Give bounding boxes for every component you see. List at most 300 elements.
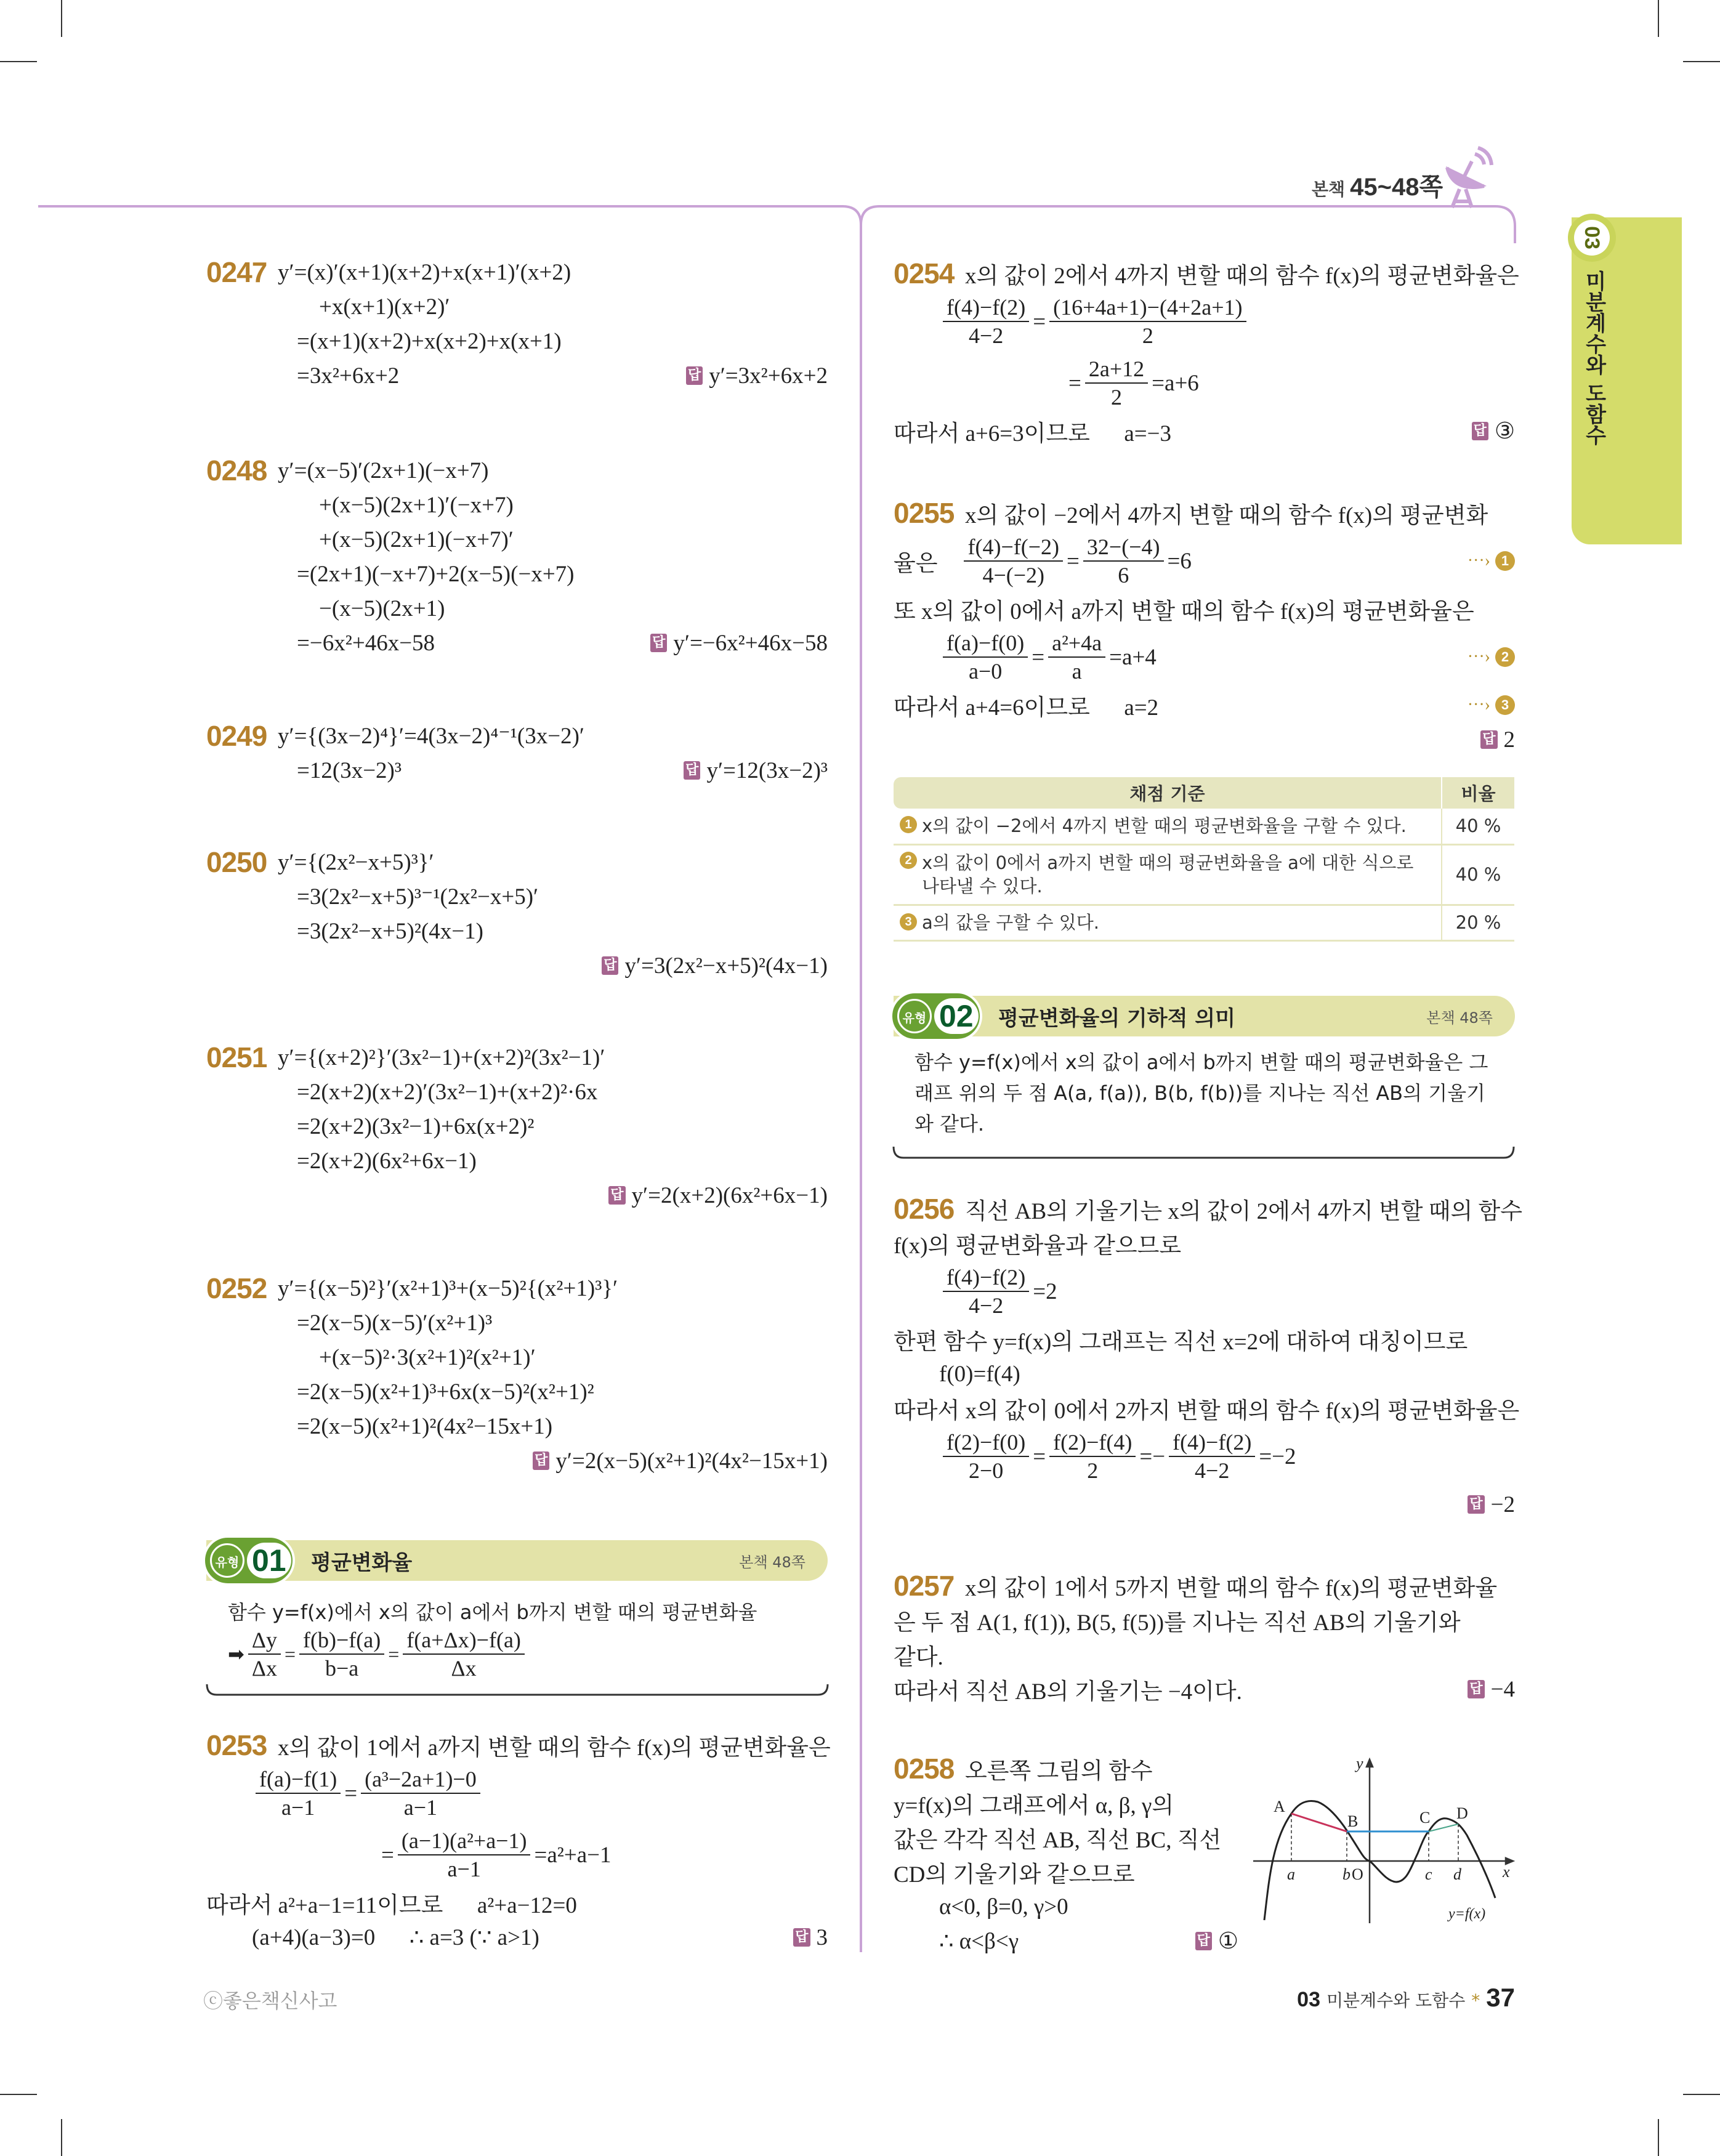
denominator: a [1072,659,1082,684]
solution-line [206,1443,828,1478]
math-text: +(x−5)(2x+1)′(−x+7) [319,492,514,518]
footer-chapter: 03 [1297,1988,1320,2011]
solution-line [894,1924,1238,1958]
step-number-icon: 3 [900,913,917,931]
fraction [361,1766,480,1821]
math-text: =−2 [1259,1443,1296,1469]
numerator: f(a)−f(0) [943,629,1028,658]
denominator: 2 [1087,1458,1099,1483]
answer [686,363,828,389]
label-b: b [1342,1865,1351,1883]
solution-line [894,1226,1515,1261]
solution-line [894,1569,1515,1603]
solution-line [894,496,1515,530]
fraction [1049,1429,1136,1484]
answer-value: ① [1217,1929,1238,1954]
problem-number: 0252 [206,1272,267,1304]
step-number-icon: 1 [1495,551,1515,571]
solution-line [206,753,828,788]
solution-line [894,291,1515,352]
math-text: =a+6 [1152,370,1199,396]
solution-line [894,722,1515,757]
fraction [256,1766,341,1821]
criteria-cell [894,905,1442,940]
fraction [403,1626,525,1682]
chapter-title: 미분계수와 도함수 [1581,270,1606,445]
answer-label-icon: 답 [1195,1932,1212,1950]
solution-line [894,1391,1520,1426]
problem-0250 [206,845,828,983]
type-number: 01 [247,1543,291,1578]
denominator: 2 [1142,323,1153,348]
solution-line [206,626,828,660]
solution-line [206,1409,828,1443]
step-number-icon: 2 [1495,647,1515,667]
answer [1468,1492,1515,1518]
denominator: 2 [1111,385,1123,410]
solution-line [894,1820,1238,1855]
fraction [943,294,1029,349]
answer-label-icon: 답 [686,366,703,385]
problem-0253 [206,1728,831,1955]
math-text: y′=(x)′(x+1)(x+2)+x(x+1)′(x+2) [278,259,571,285]
solution-line [206,324,828,358]
denominator: Δx [251,1656,277,1681]
solution-line [894,1487,1515,1522]
type01-description: 함수 y=f(x)에서 x의 값이 a에서 b까지 변할 때의 평균변화율 [228,1601,757,1624]
math-text: y′=(x−5)′(2x+1)(−x+7) [278,458,489,483]
numerator: (a−1)(a²+a−1) [398,1827,531,1855]
step-number-icon: 3 [1495,695,1515,715]
math-text: = [1067,548,1080,574]
type01-header [206,1540,828,1581]
answer-label-icon: 답 [1472,422,1488,440]
problem-0255 [894,496,1515,757]
label-c: c [1425,1865,1432,1883]
math-text: =a²+a−1 [534,1842,612,1868]
satellite-dish-icon [1441,143,1496,211]
solution-line [894,626,1515,688]
answer-label-icon: 답 [533,1451,549,1470]
step-number-icon: 1 [900,816,917,833]
solution-line [206,948,828,983]
denominator: a−1 [281,1795,315,1820]
criteria-cell [894,844,1442,905]
math-text: =− [1139,1443,1166,1469]
solution-line [206,1109,828,1144]
math-text: +(x−5)²·3(x²+1)²(x²+1)′ [319,1344,536,1370]
label-origin: O [1352,1865,1363,1883]
segment-ab [1291,1814,1347,1831]
math-text: 율은 [894,551,961,576]
chapter-number: 03 [1574,220,1610,256]
answer [650,630,828,656]
denominator: a−1 [403,1795,438,1820]
denominator: 4−2 [968,1293,1004,1318]
math-text: ➡ [228,1643,244,1665]
numerator: f(4)−f(−2) [964,533,1063,562]
math-text: f(0)=f(4) [939,1361,1020,1387]
math-text: =2(x+2)(6x²+6x−1) [297,1148,477,1174]
answer-value: y′=3x²+6x+2 [709,363,828,389]
solution-line [206,1375,828,1409]
math-text: 오른쪽 그림의 함수 [965,1759,1153,1784]
solution-line [206,1728,831,1762]
problem-number: 0253 [206,1729,267,1761]
problem-0247 [206,255,828,393]
type01-body [228,1595,807,1679]
fraction [943,629,1028,685]
math-text: 같다. [894,1645,943,1670]
math-text: = [284,1643,296,1665]
footer-star-icon: * [1471,1990,1480,2011]
page-reference [1312,168,1443,203]
problem-number: 0254 [894,257,955,289]
problem-number: 0255 [894,497,955,529]
math-text: =2(x−5)(x−5)′(x²+1)³ [297,1310,493,1336]
type02-header [894,996,1515,1036]
table-header-ratio: 비율 [1461,783,1496,804]
math-text: = [1033,1443,1046,1469]
answer-label-icon: 답 [650,634,667,652]
fraction [299,1626,384,1682]
denominator: 4−2 [1195,1458,1230,1483]
ref-pages: 45~48쪽 [1350,174,1443,201]
type-number: 02 [934,998,979,1034]
copyright: ⓒ좋은책신사고 [203,1989,337,2013]
denominator: a−1 [447,1857,481,1881]
math-text: (a+4)(a−3)=0 ∴ a=3 (∵ a>1) [252,1925,539,1950]
problem-number: 0249 [206,720,267,752]
math-text: =3(2x²−x+5)³⁻¹(2x²−x+5)′ [297,884,539,910]
math-text: =2(x−5)(x²+1)³+6x(x−5)²(x²+1)² [297,1379,594,1405]
answer-value: y′=3(2x²−x+5)²(4x−1) [624,953,828,979]
math-text: 따라서 a+6=3이므로 a=−3 [894,421,1172,446]
fraction [1049,294,1246,349]
math-text: = [1068,370,1081,396]
solution-line [206,879,828,914]
scoring-table [894,777,1514,942]
answer-value: y′=12(3x−2)³ [706,757,828,783]
problem-0258 [894,1751,1238,1958]
solution-line [894,1261,1515,1322]
math-text: x의 값이 2에서 4까지 변할 때의 함수 f(x)의 평균변화율은 [965,264,1519,289]
ratio-cell: 20 % [1455,912,1501,933]
type01-badge [203,1535,295,1586]
step-marker: ···› 2 [1468,647,1515,667]
page-number: 37 [1486,1983,1515,2012]
type01-box-bracket [207,1684,828,1695]
math-text: −(x−5)(2x+1) [319,596,445,621]
fraction [1085,355,1148,411]
type02-badge [890,991,982,1041]
table-row [894,905,1514,940]
answer [793,1924,828,1951]
math-text: = [1032,644,1045,670]
math-text: =a+4 [1109,644,1157,670]
math-text: =2 [1033,1278,1057,1304]
solution-line [206,914,828,948]
numerator: 2a+12 [1085,355,1148,384]
solution-line [206,1920,828,1955]
solution-line [206,522,828,557]
problem-0257 [894,1569,1515,1706]
step-marker: ···› 3 [1468,695,1515,715]
math-text: y′={(2x²−x+5)³}′ [278,849,434,875]
math-text: +x(x+1)(x+2)′ [319,294,450,320]
math-text: =2(x+2)(3x²−1)+6x(x+2)² [297,1113,535,1139]
solution-line [894,1357,1515,1391]
y-axis-arrow-icon [1367,1759,1373,1767]
answer-label-icon: 답 [608,1186,625,1205]
answer-value: y′=−6x²+46x−58 [673,630,828,656]
label-a: a [1287,1865,1295,1883]
solution-line [206,1144,828,1178]
solution-line [894,1322,1515,1357]
type-reference: 본책 48쪽 [739,1553,805,1571]
solution-line [894,1192,1522,1226]
type01-formula [228,1629,807,1679]
solution-line [894,256,1519,291]
solution-line [206,557,828,591]
problem-number: 0247 [206,256,267,288]
numerator: (a³−2a+1)−0 [361,1766,480,1794]
numerator: a²+4a [1048,629,1105,658]
fraction [1083,533,1164,589]
solution-line [206,1824,828,1886]
type-title: 평균변화율의 기하적 의미 [998,1006,1235,1031]
answer-label-icon: 답 [793,1928,810,1947]
problem-0256 [894,1192,1522,1522]
ratio-cell: 40 % [1455,815,1501,837]
numerator: f(4)−f(2) [1169,1429,1255,1457]
answer [1472,418,1515,445]
denominator: 2−0 [968,1458,1004,1483]
solution-line [206,1762,828,1824]
math-text: 한편 함수 y=f(x)의 그래프는 직선 x=2에 대하여 대칭이므로 [894,1330,1468,1355]
solution-line [206,1886,828,1920]
numerator: f(a)−f(1) [256,1766,341,1794]
answer [608,1182,828,1209]
math-text: 따라서 a+4=6이므로 a=2 [894,695,1159,721]
answer-value: y′=2(x+2)(6x²+6x−1) [631,1182,828,1208]
chapter-side-tab[interactable] [1572,217,1682,544]
solution-line [206,1340,828,1375]
solution-line [206,358,828,393]
criteria-cell [894,809,1442,844]
answer-value: 2 [1503,727,1515,753]
chapter-badge [1568,214,1616,262]
problem-number: 0258 [894,1753,955,1785]
solution-line [894,352,1515,414]
answer-label-icon: 답 [684,761,700,780]
numerator: (16+4a+1)−(4+2a+1) [1049,294,1246,322]
label-C: C [1419,1809,1431,1827]
math-text: = [1033,309,1046,334]
math-text: y′={(3x−2)⁴}′=4(3x−2)⁴⁻¹(3x−2)′ [278,724,584,749]
answer-value: ③ [1494,419,1515,444]
solution-line [894,1603,1515,1637]
solution-line [206,1075,828,1109]
numerator: Δy [248,1626,281,1655]
ratio-cell: 40 % [1455,864,1501,885]
problem-0252 [206,1271,828,1478]
type02-body: 함수 y=f(x)에서 x의 값이 a에서 b까지 변할 때의 평균변화율은 그래프 위의 두 점 A(a, f(a)), B(b, f(b))를 지나는 직선 AB의 기울기와 같다. [915,1051,1488,1136]
solution-line [206,1040,828,1075]
answer [684,757,828,784]
solution-line [206,255,828,289]
function-graph [1244,1743,1527,1940]
math-text: =12(3x−2)³ [297,757,402,783]
right-column-border [861,206,1515,243]
answer [533,1448,828,1474]
math-text: =3(2x²−x+5)²(4x−1) [297,918,483,944]
fraction [248,1626,281,1682]
math-text: =2(x−5)(x²+1)²(4x²−15x+1) [297,1413,553,1439]
math-text: =(2x+1)(−x+7)+2(x−5)(−x+7) [297,561,575,587]
table-header-criteria: 채점 기준 [894,777,1442,809]
solution-line [894,1672,1515,1706]
label-x-axis: x [1503,1863,1510,1881]
math-text: 은 두 점 A(1, f(1)), B(5, f(5))를 지나는 직선 AB의 기울기와 [894,1610,1461,1636]
answer-value: y′=2(x−5)(x²+1)²(4x²−15x+1) [555,1448,828,1474]
math-text: y=f(x)의 그래프에서 α, β, γ의 [894,1793,1174,1819]
numerator: f(4)−f(2) [943,294,1029,322]
math-text: = [388,1643,400,1665]
problem-number: 0251 [206,1041,267,1073]
solution-line [206,289,828,324]
answer-label-icon: 답 [1468,1495,1484,1514]
type-badge-label: 유형 [210,1543,244,1578]
answer [1195,1928,1238,1955]
step-marker: ···› 1 [1468,551,1515,571]
solution-line [206,488,828,522]
fraction [398,1827,531,1883]
math-text: =−6x²+46x−58 [297,630,435,656]
numerator: f(a+Δx)−f(a) [403,1626,525,1655]
solution-line [206,845,828,879]
type-reference: 본책 48쪽 [1426,1009,1493,1027]
label-A: A [1274,1798,1285,1815]
solution-line [894,688,1515,722]
type-title: 평균변화율 [311,1550,413,1575]
solution-line [894,592,1515,626]
type02-box-bracket [894,1147,1514,1158]
math-text: 따라서 직선 AB의 기울기는 −4이다. [894,1679,1242,1705]
math-text: α<0, β=0, γ>0 [939,1894,1068,1920]
math-text: 또 x의 값이 0에서 a까지 변할 때의 함수 f(x)의 평균변화율은 [894,599,1474,624]
problem-number: 0257 [894,1570,955,1602]
solution-line [206,1271,828,1306]
problem-0251 [206,1040,828,1213]
answer-value: −2 [1490,1492,1515,1517]
solution-line [894,414,1515,448]
solution-line [894,1889,1238,1924]
fraction [964,533,1063,589]
math-text: x의 값이 1에서 5까지 변할 때의 함수 f(x)의 평균변화율 [965,1576,1498,1601]
solution-line [206,1178,828,1213]
table-row [894,844,1514,905]
numerator: f(2)−f(0) [943,1429,1029,1457]
solution-line [206,453,828,488]
denominator: 4−(−2) [982,563,1045,587]
math-text: = [344,1780,358,1806]
fraction [1169,1429,1255,1484]
label-d: d [1453,1865,1461,1883]
math-text: =(x+1)(x+2)+x(x+2)+x(x+1) [297,328,562,354]
denominator: 6 [1118,563,1129,587]
fraction [1048,629,1105,685]
solution-line [206,591,828,626]
label-B: B [1347,1812,1359,1830]
solution-line [206,719,828,753]
label-curve: y=f(x) [1448,1906,1486,1922]
criteria-text: x의 값이 −2에서 4까지 변할 때의 평균변화율을 구할 수 있다. [922,815,1407,837]
numerator: f(2)−f(4) [1049,1429,1136,1457]
math-text: x의 값이 −2에서 4까지 변할 때의 함수 f(x)의 평균변화 [965,503,1488,528]
solution-line [894,1855,1238,1889]
step-number-icon: 2 [900,852,917,869]
math-text: f(x)의 평균변화율과 같으므로 [894,1233,1182,1259]
answer-value: −4 [1490,1676,1515,1702]
answer [1480,727,1515,753]
answer [1468,1676,1515,1703]
solution-line [894,1637,1515,1672]
math-text: 직선 AB의 기울기는 x의 값이 2에서 4까지 변할 때의 함수 [965,1199,1522,1224]
numerator: 32−(−4) [1083,533,1164,562]
problem-0249 [206,719,828,788]
criteria-text: a의 값을 구할 수 있다. [922,912,1099,933]
math-text: =2(x+2)(x+2)′(3x²−1)+(x+2)²·6x [297,1079,598,1105]
answer-label-icon: 답 [1480,730,1497,749]
answer-label-icon: 답 [602,956,618,975]
solution-line [894,530,1515,592]
denominator: 4−2 [968,323,1004,348]
denominator: a−0 [968,659,1003,684]
problem-number: 0250 [206,846,267,878]
problem-number: 0256 [894,1193,955,1225]
solution-line [206,1306,828,1340]
footer-chapter-title: 미분계수와 도함수 [1326,1990,1466,2011]
math-text: =3x²+6x+2 [297,363,400,389]
math-text: 따라서 x의 값이 0에서 2까지 변할 때의 함수 f(x)의 평균변화율은 [894,1399,1520,1424]
denominator: Δx [451,1656,477,1681]
math-text: y′={(x−5)²}′(x²+1)³+(x−5)²{(x²+1)³}′ [278,1275,618,1301]
numerator: f(4)−f(2) [943,1264,1029,1292]
numerator: f(b)−f(a) [299,1626,384,1655]
math-text: x의 값이 1에서 a까지 변할 때의 함수 f(x)의 평균변화율은 [278,1735,831,1761]
fraction [943,1264,1029,1319]
solution-line [894,1786,1238,1820]
criteria-text: x의 값이 0에서 a까지 변할 때의 평균변화율을 a에 대한 식으로 나타낼 수 있다. [922,852,1414,897]
answer-label-icon: 답 [1468,1680,1484,1698]
math-text: y′={(x+2)²}′(3x²−1)+(x+2)²(3x²−1)′ [278,1044,605,1070]
type-badge-label: 유형 [897,999,932,1033]
math-text: +(x−5)(2x+1)(−x+7)′ [319,527,514,552]
problem-number: 0248 [206,454,267,487]
math-text: 값은 각각 직선 AB, 직선 BC, 직선 [894,1828,1222,1853]
problem-0248 [206,453,828,660]
solution-line [894,1426,1515,1487]
fraction [943,1429,1029,1484]
page-footer [1297,1983,1515,2013]
label-D: D [1456,1804,1468,1822]
math-text: ∴ α<β<γ [939,1929,1019,1954]
math-text: =6 [1167,548,1192,574]
math-text: CD의 기울기와 같으므로 [894,1862,1135,1888]
table-row [894,809,1514,844]
answer [602,953,828,979]
